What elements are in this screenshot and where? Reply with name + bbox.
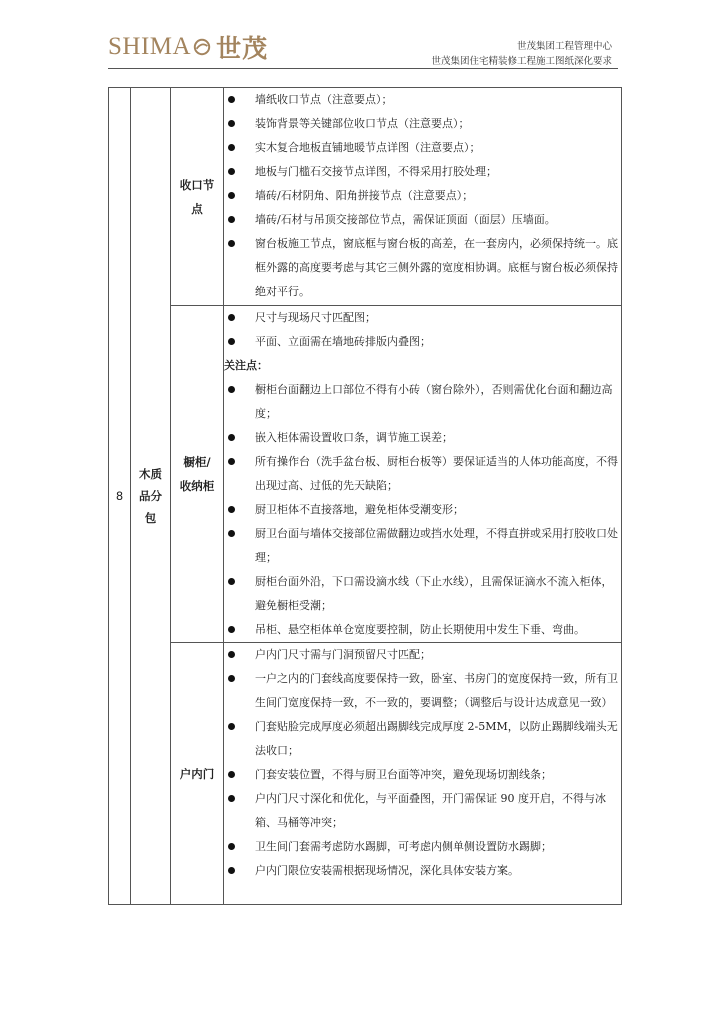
- list-item: [224, 232, 621, 304]
- bullet-icon: [228, 458, 235, 465]
- table-row: [109, 88, 622, 306]
- item-text: 户内门限位安装需根据现场情况，深化具体安装方案。: [255, 864, 519, 877]
- item-text: 窗台板施工节点，窗底框与窗台板的高差，在一套房内，必须保持统一。底框外露的高度要考虑与其它三侧外露的宽度相协调。底框与窗台板必须保持绝对平行。: [255, 237, 618, 298]
- bullet-icon: [228, 314, 235, 321]
- subcategory-line: 户内门: [179, 766, 215, 781]
- doc-title: 世茂集团住宅精装修工程施工图纸深化要求: [431, 56, 612, 67]
- subcategory-line: 点: [191, 201, 203, 216]
- list-item: [224, 306, 621, 330]
- bullet-icon: [228, 867, 235, 874]
- logo-text: SHIMA: [108, 33, 192, 60]
- subcategory-cell: [171, 306, 224, 643]
- list-item: [224, 715, 621, 763]
- item-text: 厨柜台面外沿，下口需设滴水线（下止水线），且需保证滴水不流入柜体，避免橱柜受潮；: [255, 575, 613, 612]
- org-line: 世茂集团工程管理中心: [516, 41, 612, 52]
- category-line: 包: [144, 511, 157, 525]
- item-text: 平面、立面需在墙地砖排版内叠图；: [255, 335, 431, 348]
- logo-chinese: 世茂: [216, 34, 269, 63]
- subcategory-cell: [171, 88, 224, 306]
- item-text: 门套安装位置，不得与厨卫台面等冲突，避免现场切割线条；: [255, 768, 552, 781]
- item-text: 厨卫柜体不直接落地，避免柜体受潮变形；: [255, 503, 464, 516]
- list-item: [224, 184, 621, 208]
- logo-swirl-icon: [193, 38, 211, 56]
- bullet-icon: [228, 723, 235, 730]
- item-text: 尺寸与现场尺寸匹配图；: [255, 311, 376, 324]
- item-text: 墙纸收口节点（注意要点）；: [255, 93, 393, 106]
- item-text: 橱柜台面翻边上口部位不得有小砖（窗台除外），否则需优化台面和翻边高度；: [255, 383, 613, 420]
- bullet-icon: [228, 386, 235, 393]
- item-text: 地板与门槛石交接节点详图，不得采用打胶处理；: [255, 165, 497, 178]
- item-text: 一户之内的门套线高度要保持一致，卧室、书房门的宽度保持一致，所有卫生间门宽度保持一致，不一致的，要调整；（调整后与设计达成意见一致）: [255, 672, 618, 709]
- list-item: [224, 88, 621, 112]
- content-cell: [224, 88, 622, 306]
- item-text: 实木复合地板直铺地暖节点详图（注意要点）；: [255, 141, 481, 154]
- bullet-icon: [228, 795, 235, 802]
- bullet-icon: [228, 530, 235, 537]
- list-item: [224, 208, 621, 232]
- list-item: [224, 570, 621, 618]
- bullet-icon: [228, 651, 235, 658]
- list-item: [224, 643, 621, 667]
- item-text: 装饰背景等关键部位收口节点（注意要点）；: [255, 117, 470, 130]
- bullet-icon: [228, 578, 235, 585]
- content-cell: [224, 643, 622, 905]
- bullet-icon: [228, 506, 235, 513]
- bullet-icon: [228, 626, 235, 633]
- list-item: [224, 522, 621, 570]
- item-text: 所有操作台（洗手盆台板、厨柜台板等）要保证适当的人体功能高度，不得出现过高、过低的先天缺陷；: [255, 455, 618, 492]
- bullet-icon: [228, 240, 235, 247]
- bullet-icon: [228, 675, 235, 682]
- item-text: 墙砖/石材阴角、阳角拼接节点（注意要点）；: [255, 189, 474, 202]
- subcategory-line: 橱柜/: [183, 455, 211, 469]
- item-text: 嵌入柜体需设置收口条，调节施工误差；: [255, 431, 453, 444]
- bullet-icon: [228, 843, 235, 850]
- list-item: [224, 498, 621, 522]
- list-item: [224, 136, 621, 160]
- content-cell: [224, 306, 622, 643]
- list-item: [224, 835, 621, 859]
- item-text: 门套贴脸完成厚度必须超出踢脚线完成厚度 2-5MM，以防止踢脚线端头无法收口；: [255, 720, 618, 757]
- list-item: [224, 787, 621, 835]
- subcategory-line: 收口节: [179, 177, 215, 192]
- subcategory-cell: [171, 643, 224, 905]
- list-item: [224, 330, 621, 354]
- item-text: 卫生间门套需考虑防水踢脚，可考虑内侧单侧设置防水踢脚；: [255, 840, 552, 853]
- list-item: [224, 618, 621, 642]
- bullet-icon: [228, 338, 235, 345]
- item-text: 户内门尺寸需与门洞预留尺寸匹配；: [255, 648, 431, 661]
- list-item: [224, 426, 621, 450]
- company-logo: [108, 30, 268, 64]
- list-item: [224, 112, 621, 136]
- item-text: 厨卫台面与墙体交接部位需做翻边或挡水处理，不得直拼或采用打胶收口处理；: [255, 527, 618, 564]
- item-text: 吊柜、悬空柜体单仓宽度要控制，防止长期使用中发生下垂、弯曲。: [255, 623, 585, 636]
- category-line: 木质: [139, 467, 162, 481]
- list-item: [224, 450, 621, 498]
- bullet-icon: [228, 192, 235, 199]
- table-row: [109, 306, 622, 643]
- bullet-icon: [228, 216, 235, 223]
- table-row: [109, 643, 622, 905]
- category-cell: [131, 88, 171, 905]
- subcategory-line: 收纳柜: [179, 479, 215, 493]
- bullet-icon: [228, 168, 235, 175]
- list-item: [224, 667, 621, 715]
- list-item: [224, 378, 621, 426]
- bullet-icon: [228, 434, 235, 441]
- list-item: [224, 859, 621, 883]
- category-line: 品分: [139, 489, 162, 503]
- item-text: 墙砖/石材与吊顶交接部位节点，需保证顶面（面层）压墙面。: [255, 213, 556, 226]
- header-divider: [108, 68, 618, 69]
- bullet-icon: [228, 96, 235, 103]
- bullet-icon: [228, 144, 235, 151]
- list-item: [224, 763, 621, 787]
- list-item: [224, 160, 621, 184]
- focus-subheading: 关注点：: [224, 359, 268, 372]
- bullet-icon: [228, 771, 235, 778]
- row-number: 8: [109, 88, 131, 905]
- bullet-icon: [228, 120, 235, 127]
- item-text: 户内门尺寸深化和优化，与平面叠图，开门需保证 90 度开启，不得与冰箱、马桶等冲突；: [255, 792, 606, 829]
- requirements-table: [108, 87, 622, 905]
